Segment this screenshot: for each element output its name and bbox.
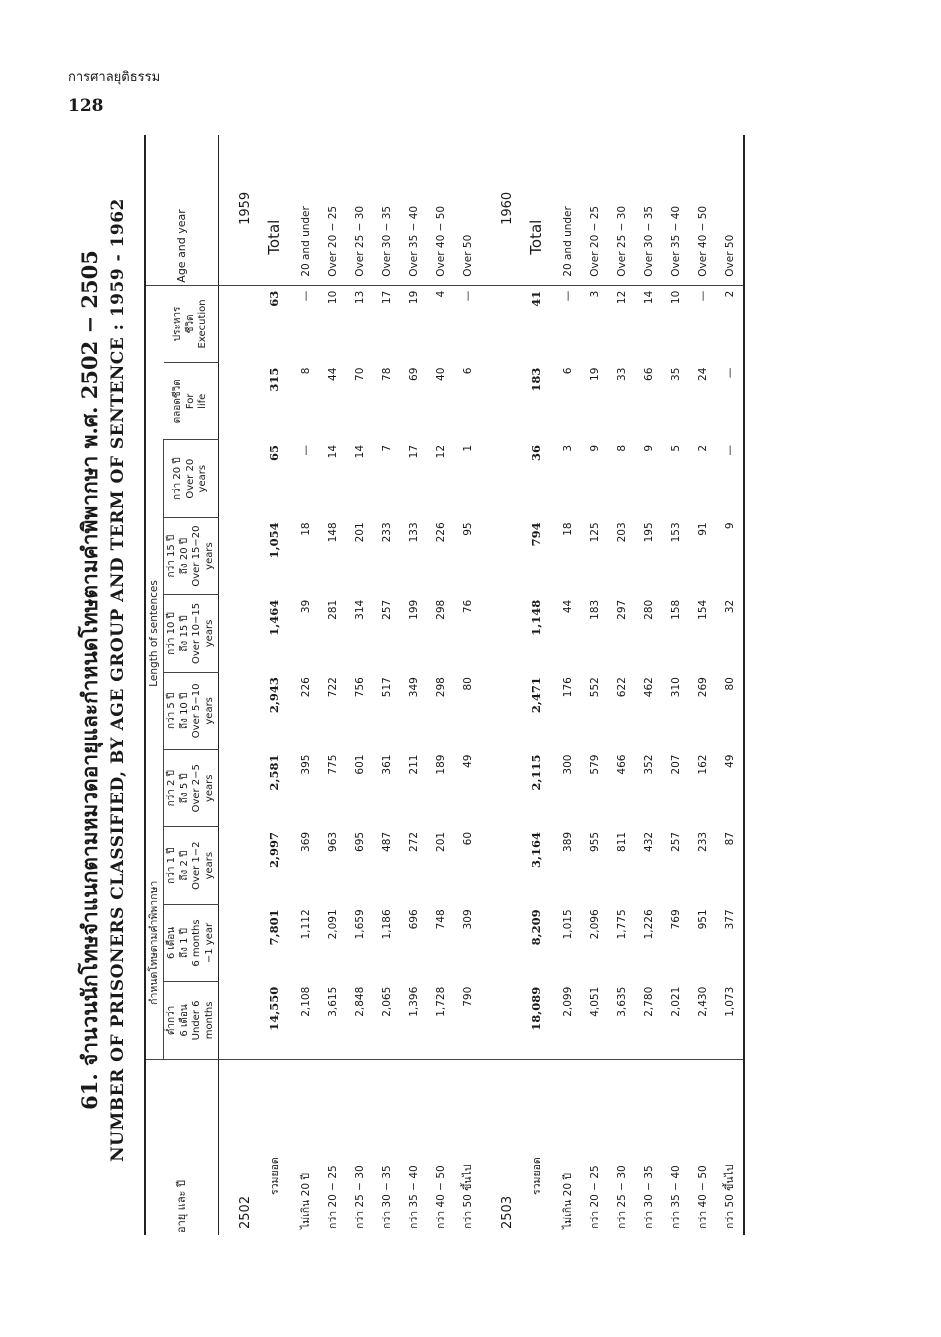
page-number: 128 <box>68 96 104 116</box>
cell-value: 44 <box>561 599 574 614</box>
age-group-thai: กว่า 20 − 25 <box>319 1059 346 1235</box>
cell-value: 349 <box>407 677 420 698</box>
cell-value: — <box>461 290 474 302</box>
column-header-line: ต่ำกว่า <box>166 1005 178 1036</box>
age-group-thai: ไม่เกิน 20 ปี <box>554 1059 581 1235</box>
cell-value: 695 <box>353 831 366 852</box>
table-row <box>400 135 427 1235</box>
cell-value: 298 <box>434 599 447 620</box>
cell-value: 91 <box>696 522 709 536</box>
cell-value: 189 <box>434 754 447 775</box>
cell-value: 233 <box>696 831 709 852</box>
cell-value: 2 <box>723 290 736 298</box>
age-column-header-thai: อายุ และ ปี <box>145 1059 219 1235</box>
total-label-english: Total <box>518 135 554 285</box>
table-row <box>581 135 608 1235</box>
cell-value: 4,051 <box>588 986 601 1017</box>
column-header-line: กว่า 10 ปี <box>166 612 178 655</box>
column-header-line: ถึง 2 ปี <box>178 850 190 881</box>
cell-value: 4 <box>434 290 447 298</box>
cell-value: 432 <box>642 831 655 852</box>
cell-value: — <box>299 444 312 456</box>
cell-value: 35 <box>669 367 682 381</box>
total-row <box>256 135 292 1235</box>
cell-value: 487 <box>380 831 393 852</box>
column-header-line: Over 1−2 <box>191 841 203 890</box>
column-header-line: Over 5−10 <box>191 683 203 739</box>
age-group-thai: กว่า 40 − 50 <box>689 1059 716 1235</box>
group-header-thai: กำหนดโทษตามคำพิพากษา <box>145 827 164 1059</box>
cell-value: 2,021 <box>669 986 682 1017</box>
cell-value: 33 <box>615 367 628 381</box>
cell-value: 201 <box>434 831 447 852</box>
cell-value: 1,226 <box>642 909 655 940</box>
cell-value: 3,615 <box>326 986 339 1017</box>
table-row <box>689 135 716 1235</box>
age-group-thai: กว่า 30 − 35 <box>373 1059 400 1235</box>
column-header-line: life <box>197 393 209 409</box>
age-group-english: Over 50 <box>716 135 744 285</box>
cell-value: 233 <box>380 522 393 543</box>
cell-value: 298 <box>434 677 447 698</box>
sentence-column-header <box>164 595 219 672</box>
cell-value: 272 <box>407 831 420 852</box>
cell-value: 10 <box>669 290 682 305</box>
cell-value: 14 <box>353 444 366 459</box>
cell-value: 377 <box>723 909 736 930</box>
age-group-english: Over 25 − 30 <box>608 135 635 285</box>
table-row <box>635 135 662 1235</box>
sentence-column-header <box>164 827 219 904</box>
total-row <box>518 135 554 1235</box>
total-value: 65 <box>267 444 282 461</box>
age-group-thai: กว่า 50 ขึ้นไป <box>716 1059 744 1235</box>
cell-value: 389 <box>561 831 574 852</box>
cell-value: 9 <box>723 522 736 530</box>
table-row <box>427 135 454 1235</box>
table-row <box>346 135 373 1235</box>
cell-value: 951 <box>696 909 709 930</box>
cell-value: 44 <box>326 367 339 381</box>
column-header-line: For <box>184 393 196 410</box>
cell-value: 1,775 <box>615 909 628 940</box>
age-group-thai: กว่า 35 − 40 <box>662 1059 689 1235</box>
cell-value: 963 <box>326 831 339 852</box>
cell-value: 2,108 <box>299 986 312 1017</box>
year-english: 1959 <box>219 135 257 285</box>
cell-value: 69 <box>407 367 420 381</box>
cell-value: 18 <box>299 522 312 536</box>
cell-value: 6 <box>561 367 574 375</box>
cell-value: 70 <box>353 367 366 381</box>
cell-value: 9 <box>642 444 655 452</box>
sentence-column-header <box>164 285 219 362</box>
cell-value: 195 <box>642 522 655 543</box>
cell-value: — <box>561 290 574 302</box>
cell-value: 2,091 <box>326 909 339 940</box>
column-header-line: ถึง 1 ปี <box>178 928 190 959</box>
cell-value: — <box>723 444 736 456</box>
cell-value: 300 <box>561 754 574 775</box>
cell-value: 2,430 <box>696 986 709 1017</box>
table-row <box>554 135 581 1235</box>
cell-value: 162 <box>696 754 709 775</box>
total-label-thai: รวมยอด <box>256 1059 292 1235</box>
cell-value: 369 <box>299 831 312 852</box>
total-value: 2,115 <box>529 754 544 791</box>
cell-value: 395 <box>299 754 312 775</box>
cell-value: 12 <box>615 290 628 305</box>
cell-value: 199 <box>407 599 420 620</box>
cell-value: 352 <box>642 754 655 775</box>
total-label-english: Total <box>256 135 292 285</box>
table-header <box>145 135 219 1235</box>
cell-value: 1,186 <box>380 909 393 940</box>
cell-value: 722 <box>326 677 339 698</box>
age-column-header-english: Age and year <box>145 135 219 285</box>
cell-value: 314 <box>353 599 366 620</box>
cell-value: 66 <box>642 367 655 381</box>
cell-value: 8 <box>615 444 628 452</box>
cell-value: 310 <box>669 677 682 698</box>
cell-value: 297 <box>615 599 628 620</box>
total-value: 1,148 <box>529 599 544 636</box>
cell-value: 462 <box>642 677 655 698</box>
cell-value: 176 <box>561 677 574 698</box>
column-header-line: กว่า 20 ปี <box>172 457 184 501</box>
age-group-english: Over 20 − 25 <box>581 135 608 285</box>
cell-value: 3 <box>588 290 601 298</box>
total-value: 41 <box>529 290 544 307</box>
total-value: 794 <box>529 522 544 547</box>
cell-value: 6 <box>461 367 474 375</box>
cell-value: 78 <box>380 367 393 381</box>
cell-value: 622 <box>615 677 628 698</box>
column-header-line: months <box>203 1001 215 1040</box>
age-group-english: Over 25 − 30 <box>346 135 373 285</box>
cell-value: 5 <box>669 444 682 452</box>
column-header-line: years <box>203 774 215 803</box>
cell-value: 17 <box>380 290 393 305</box>
cell-value: 207 <box>669 754 682 775</box>
total-value: 8,209 <box>529 909 544 946</box>
cell-value: 60 <box>461 831 474 846</box>
cell-value: 1,073 <box>723 986 736 1017</box>
total-value: 2,943 <box>267 677 282 714</box>
column-header-line: Execution <box>197 299 209 349</box>
cell-value: 19 <box>407 290 420 305</box>
cell-value: 280 <box>642 599 655 620</box>
column-header-line: 6 เดือน <box>178 1004 190 1037</box>
cell-value: 203 <box>615 522 628 543</box>
cell-value: 790 <box>461 986 474 1007</box>
table-row <box>716 135 744 1235</box>
sentence-column-header <box>164 517 219 594</box>
cell-value: 226 <box>434 522 447 543</box>
age-group-english: 20 and under <box>292 135 319 285</box>
cell-value: 226 <box>299 677 312 698</box>
column-header-line: Under 6 <box>191 1000 203 1041</box>
column-header-line: กว่า 2 ปี <box>166 770 178 807</box>
cell-value: 211 <box>407 754 420 775</box>
age-group-english: Over 35 − 40 <box>400 135 427 285</box>
column-header-line: กว่า 15 ปี <box>166 534 178 578</box>
age-group-thai: กว่า 25 − 30 <box>608 1059 635 1235</box>
sentence-column-header <box>164 672 219 749</box>
cell-value: 1,015 <box>561 909 574 940</box>
table-row <box>373 135 400 1235</box>
cell-value: 2,099 <box>561 986 574 1017</box>
age-group-english: Over 20 − 25 <box>319 135 346 285</box>
column-header-line: ตลอดชีวิต <box>172 379 184 424</box>
table-row <box>454 135 481 1235</box>
cell-value: 2 <box>696 444 709 452</box>
header-agency: การศาลยุติธรรม <box>68 70 161 85</box>
cell-value: 133 <box>407 522 420 543</box>
cell-value: 80 <box>723 677 736 691</box>
cell-value: 9 <box>588 444 601 452</box>
total-value: 2,471 <box>529 677 544 714</box>
cell-value: 1,728 <box>434 986 447 1017</box>
column-header-line: Over 20 <box>184 458 196 499</box>
cell-value: 87 <box>723 831 736 846</box>
total-value: 2,997 <box>267 831 282 868</box>
rotated-table-area <box>62 115 882 1245</box>
column-header-line: ถึง 20 ปี <box>178 537 190 575</box>
age-group-thai: กว่า 25 − 30 <box>346 1059 373 1235</box>
cell-value: 257 <box>380 599 393 620</box>
column-header-line: years <box>203 697 215 725</box>
cell-value: 756 <box>353 677 366 698</box>
cell-value: 153 <box>669 522 682 543</box>
cell-value: 49 <box>723 754 736 768</box>
year-row <box>219 135 257 1235</box>
cell-value: 696 <box>407 909 420 930</box>
cell-value: 579 <box>588 754 601 775</box>
age-group-thai: กว่า 30 − 35 <box>635 1059 662 1235</box>
cell-value: 49 <box>461 754 474 768</box>
column-header-line: years <box>197 464 209 493</box>
age-group-thai: กว่า 20 − 25 <box>581 1059 608 1235</box>
sentence-column-header <box>164 982 219 1059</box>
age-group-english: Over 40 − 50 <box>427 135 454 285</box>
age-group-english: Over 30 − 35 <box>635 135 662 285</box>
total-value: 3,164 <box>529 831 544 868</box>
cell-value: 2,096 <box>588 909 601 940</box>
cell-value: 811 <box>615 831 628 852</box>
cell-value: 552 <box>588 677 601 698</box>
cell-value: 14 <box>642 290 655 305</box>
cell-value: 269 <box>696 677 709 698</box>
cell-value: 955 <box>588 831 601 852</box>
table-title-english: NUMBER OF PRISONERS CLASSIFIED, BY AGE GROUP AND TERM OF SENTENCE : 1959 - 1962 <box>108 198 128 1162</box>
age-group-english: Over 50 <box>454 135 481 285</box>
cell-value: 24 <box>696 367 709 381</box>
cell-value: 361 <box>380 754 393 775</box>
cell-value: 14 <box>326 444 339 459</box>
cell-value: 39 <box>299 599 312 614</box>
table-row <box>292 135 319 1235</box>
cell-value: 7 <box>380 444 393 452</box>
cell-value: 158 <box>669 599 682 620</box>
column-header-line: 6 months <box>191 919 203 967</box>
total-value: 14,550 <box>267 986 282 1031</box>
cell-value: — <box>723 367 736 379</box>
age-group-english: Over 35 − 40 <box>662 135 689 285</box>
column-header-line: ถึง 15 ปี <box>178 615 190 652</box>
column-header-line: ประหาร <box>172 306 184 342</box>
column-header-line: years <box>203 619 215 648</box>
year-thai: 2502 <box>219 1059 257 1235</box>
cell-value: 775 <box>326 754 339 775</box>
column-header-line: กว่า 1 ปี <box>166 847 178 884</box>
total-value: 1,464 <box>267 599 282 636</box>
cell-value: 1 <box>461 444 474 452</box>
cell-value: 154 <box>696 599 709 620</box>
year-english: 1960 <box>481 135 518 285</box>
cell-value: — <box>696 290 709 302</box>
column-header-line: Over 2−5 <box>191 764 203 813</box>
sentence-column-header <box>164 750 219 827</box>
cell-value: 601 <box>353 754 366 775</box>
cell-value: 281 <box>326 599 339 620</box>
cell-value: 2,065 <box>380 986 393 1017</box>
column-header-line: ชีวิต <box>184 314 196 334</box>
prisoners-table <box>144 135 745 1235</box>
column-header-line: years <box>203 851 215 880</box>
cell-value: 10 <box>326 290 339 305</box>
table-body <box>219 135 745 1235</box>
column-header-line: 6 เดือน <box>166 926 178 960</box>
year-row <box>481 135 518 1235</box>
age-group-thai: กว่า 40 − 50 <box>427 1059 454 1235</box>
cell-value: 12 <box>434 444 447 459</box>
column-header-line: Over 15−20 <box>191 525 203 587</box>
table-title-thai: 61. จำนวนนักโทษจำแนกตามหมวดอายุและกำหนดโทษตามคำพิพากษา พ.ศ. 2502 − 2505 <box>77 250 102 1110</box>
sentence-column-header <box>164 363 219 440</box>
total-value: 7,801 <box>267 909 282 946</box>
column-header-line: ถึง 5 ปี <box>178 773 190 804</box>
sentence-column-header <box>164 904 219 981</box>
column-header-line: กว่า 5 ปี <box>166 692 178 730</box>
cell-value: 183 <box>588 599 601 620</box>
cell-value: 201 <box>353 522 366 543</box>
cell-value: 3,635 <box>615 986 628 1017</box>
table-row <box>662 135 689 1235</box>
group-header-blank <box>145 285 164 440</box>
column-header-line: ถึง 10 ปี <box>178 692 190 730</box>
sentence-column-header <box>164 440 219 517</box>
table-row <box>319 135 346 1235</box>
cell-value: 3 <box>561 444 574 452</box>
cell-value: 517 <box>380 677 393 698</box>
cell-value: 80 <box>461 677 474 691</box>
cell-value: 1,659 <box>353 909 366 940</box>
total-value: 1,054 <box>267 522 282 559</box>
total-value: 63 <box>267 290 282 307</box>
cell-value: 17 <box>407 444 420 459</box>
cell-value: 748 <box>434 909 447 930</box>
year-thai: 2503 <box>481 1059 518 1235</box>
year-spacer <box>481 285 518 1059</box>
cell-value: 19 <box>588 367 601 381</box>
group-header-english: Length of sentences <box>145 440 164 827</box>
age-group-english: Over 30 − 35 <box>373 135 400 285</box>
cell-value: 466 <box>615 754 628 775</box>
column-header-line: −1 year <box>203 922 215 964</box>
cell-value: 769 <box>669 909 682 930</box>
age-group-thai: กว่า 35 − 40 <box>400 1059 427 1235</box>
cell-value: 2,848 <box>353 986 366 1017</box>
cell-value: 148 <box>326 522 339 543</box>
column-header-line: years <box>203 542 215 570</box>
year-spacer <box>219 285 257 1059</box>
age-group-english: Over 40 − 50 <box>689 135 716 285</box>
cell-value: 1,396 <box>407 986 420 1017</box>
cell-value: 40 <box>434 367 447 381</box>
cell-value: 2,780 <box>642 986 655 1017</box>
cell-value: 18 <box>561 522 574 536</box>
cell-value: — <box>299 290 312 302</box>
cell-value: 125 <box>588 522 601 543</box>
column-header-line: Over 10−15 <box>191 602 203 664</box>
total-value: 2,581 <box>267 754 282 791</box>
cell-value: 76 <box>461 599 474 614</box>
total-value: 18,089 <box>529 986 544 1031</box>
table-row <box>608 135 635 1235</box>
cell-value: 32 <box>723 599 736 614</box>
total-value: 315 <box>267 367 282 392</box>
age-group-thai: ไม่เกิน 20 ปี <box>292 1059 319 1235</box>
cell-value: 8 <box>299 367 312 375</box>
total-label-thai: รวมยอด <box>518 1059 554 1235</box>
cell-value: 95 <box>461 522 474 536</box>
age-group-english: 20 and under <box>554 135 581 285</box>
age-group-thai: กว่า 50 ขึ้นไป <box>454 1059 481 1235</box>
cell-value: 13 <box>353 290 366 305</box>
total-value: 36 <box>529 444 544 461</box>
cell-value: 257 <box>669 831 682 852</box>
total-value: 183 <box>529 367 544 392</box>
cell-value: 309 <box>461 909 474 930</box>
cell-value: 1,112 <box>299 909 312 940</box>
